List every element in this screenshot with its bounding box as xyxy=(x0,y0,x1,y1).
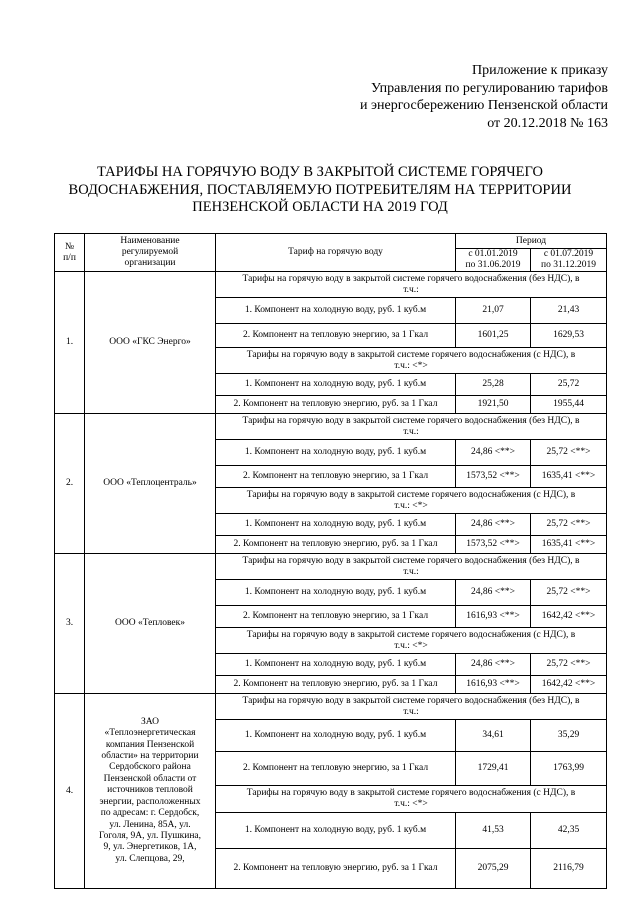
title-line: ПЕНЗЕНСКОЙ ОБЛАСТИ НА 2019 ГОД xyxy=(192,199,448,215)
section-header-no-vat: Тарифы на горячую воду в закрытой системе горячего водоснабжения (без НДС), в т.ч.: xyxy=(216,414,607,440)
value-period-1: 1616,93 <**> xyxy=(456,676,531,694)
value-period-1: 2075,29 xyxy=(456,849,531,889)
component-label: 1. Компонент на холодную воду, руб. 1 куб.м xyxy=(216,720,456,752)
section-header-no-vat: Тарифы на горячую воду в закрытой системе горячего водоснабжения (без НДС), в т.ч.: xyxy=(216,694,607,720)
component-label: 2. Компонент на тепловую энергию, за 1 Гкал xyxy=(216,466,456,488)
value-period-1: 24,86 <**> xyxy=(456,514,531,536)
appendix-line: Приложение к приказу xyxy=(472,63,608,78)
component-label: 1. Компонент на холодную воду, руб. 1 куб.м xyxy=(216,654,456,676)
organization-name: ЗАО «Теплоэнергетическая компания Пензенской области» на территории Сердобского района Пензенской области от источников тепловой энергии, расположенных по адресам: г. Сердобск, ул. Ленина, 85А, ул. Гоголя, 9А, ул. Пушкина, 9, ул. Энергетиков, 1А, ул. Слепцова, 29, xyxy=(85,694,216,889)
section-header-with-vat: Тарифы на горячую воду в закрытой системе горячего водоснабжения (с НДС), в т.ч.: <*> xyxy=(216,488,607,514)
component-label: 1. Компонент на холодную воду, руб. 1 куб.м xyxy=(216,813,456,849)
value-period-2: 25,72 <**> xyxy=(531,580,607,606)
row-number: 1. xyxy=(55,272,85,414)
value-period-1: 24,86 <**> xyxy=(456,440,531,466)
organization-name: ООО «Теплоцентраль» xyxy=(85,414,216,554)
value-period-2: 1635,41 <**> xyxy=(531,466,607,488)
appendix-line: от 20.12.2018 № 163 xyxy=(487,115,608,131)
appendix-header xyxy=(360,62,608,132)
component-label: 2. Компонент на тепловую энергию, за 1 Гкал xyxy=(216,752,456,786)
value-period-1: 24,86 <**> xyxy=(456,654,531,676)
row-number: 2. xyxy=(55,414,85,554)
value-period-2: 1635,41 <**> xyxy=(531,536,607,554)
title-line: ВОДОСНАБЖЕНИЯ, ПОСТАВЛЯЕМУЮ ПОТРЕБИТЕЛЯМ НА ТЕРРИТОРИИ xyxy=(68,181,572,198)
appendix-line: и энергосбережению Пензенской области xyxy=(360,98,608,113)
component-label: 2. Компонент на тепловую энергию, руб. за 1 Гкал xyxy=(216,536,456,554)
value-period-1: 21,07 xyxy=(456,298,531,324)
section-header-no-vat: Тарифы на горячую воду в закрытой системе горячего водоснабжения (без НДС), в т.ч.: xyxy=(216,272,607,298)
value-period-2: 1642,42 <**> xyxy=(531,676,607,694)
section-header-with-vat: Тарифы на горячую воду в закрытой системе горячего водоснабжения (с НДС), в т.ч.: <*> xyxy=(216,786,607,813)
value-period-2: 2116,79 xyxy=(531,849,607,889)
header-period-1: с 01.01.2019 по 31.06.2019 xyxy=(456,249,531,272)
value-period-1: 1616,93 <**> xyxy=(456,606,531,628)
value-period-2: 25,72 <**> xyxy=(531,514,607,536)
section-header-no-vat: Тарифы на горячую воду в закрытой системе горячего водоснабжения (без НДС), в т.ч.: xyxy=(216,554,607,580)
component-label: 1. Компонент на холодную воду, руб. 1 куб.м xyxy=(216,514,456,536)
value-period-1: 1573,52 <**> xyxy=(456,536,531,554)
document-title xyxy=(40,164,600,217)
value-period-1: 41,53 xyxy=(456,813,531,849)
value-period-2: 1763,99 xyxy=(531,752,607,786)
component-label: 2. Компонент на тепловую энергию, руб. за 1 Гкал xyxy=(216,676,456,694)
header-num: № п/п xyxy=(55,234,85,272)
component-label: 1. Компонент на холодную воду, руб. 1 куб.м xyxy=(216,440,456,466)
value-period-1: 1729,41 xyxy=(456,752,531,786)
organization-name: ООО «Тепловек» xyxy=(85,554,216,694)
value-period-1: 24,86 <**> xyxy=(456,580,531,606)
table-row xyxy=(55,414,607,440)
table-header-row xyxy=(55,234,607,249)
value-period-1: 1601,25 xyxy=(456,324,531,348)
section-header-with-vat: Тарифы на горячую воду в закрытой системе горячего водоснабжения (с НДС), в т.ч.: <*> xyxy=(216,628,607,654)
row-number: 3. xyxy=(55,554,85,694)
organization-name: ООО «ГКС Энерго» xyxy=(85,272,216,414)
value-period-1: 1573,52 <**> xyxy=(456,466,531,488)
component-label: 2. Компонент на тепловую энергию, руб. за 1 Гкал xyxy=(216,849,456,889)
value-period-2: 25,72 <**> xyxy=(531,654,607,676)
header-period: Период xyxy=(456,234,607,249)
value-period-2: 42,35 xyxy=(531,813,607,849)
row-number: 4. xyxy=(55,694,85,889)
value-period-1: 34,61 xyxy=(456,720,531,752)
table-row xyxy=(55,694,607,720)
value-period-1: 1921,50 xyxy=(456,396,531,414)
value-period-2: 1955,44 xyxy=(531,396,607,414)
header-organization: Наименование регулируемой организации xyxy=(85,234,216,272)
table-row xyxy=(55,554,607,580)
component-label: 2. Компонент на тепловую энергию, за 1 Гкал xyxy=(216,324,456,348)
value-period-2: 1629,53 xyxy=(531,324,607,348)
value-period-2: 35,29 xyxy=(531,720,607,752)
header-tariff: Тариф на горячую воду xyxy=(216,234,456,272)
component-label: 2. Компонент на тепловую энергию, за 1 Гкал xyxy=(216,606,456,628)
component-label: 1. Компонент на холодную воду, руб. 1 куб.м xyxy=(216,580,456,606)
component-label: 2. Компонент на тепловую энергию, руб. за 1 Гкал xyxy=(216,396,456,414)
value-period-2: 25,72 xyxy=(531,374,607,396)
value-period-2: 1642,42 <**> xyxy=(531,606,607,628)
component-label: 1. Компонент на холодную воду, руб. 1 куб.м xyxy=(216,298,456,324)
title-line: ТАРИФЫ НА ГОРЯЧУЮ ВОДУ В ЗАКРЫТОЙ СИСТЕМЕ ГОРЯЧЕГО xyxy=(97,164,543,180)
section-header-with-vat: Тарифы на горячую воду в закрытой системе горячего водоснабжения (с НДС), в т.ч.: <*> xyxy=(216,348,607,374)
value-period-2: 21,43 xyxy=(531,298,607,324)
appendix-line: Управления по регулированию тарифов xyxy=(370,80,608,96)
header-period-2: с 01.07.2019 по 31.12.2019 xyxy=(531,249,607,272)
table-row xyxy=(55,272,607,298)
value-period-1: 25,28 xyxy=(456,374,531,396)
component-label: 1. Компонент на холодную воду, руб. 1 куб.м xyxy=(216,374,456,396)
value-period-2: 25,72 <**> xyxy=(531,440,607,466)
tariff-table xyxy=(54,233,607,889)
